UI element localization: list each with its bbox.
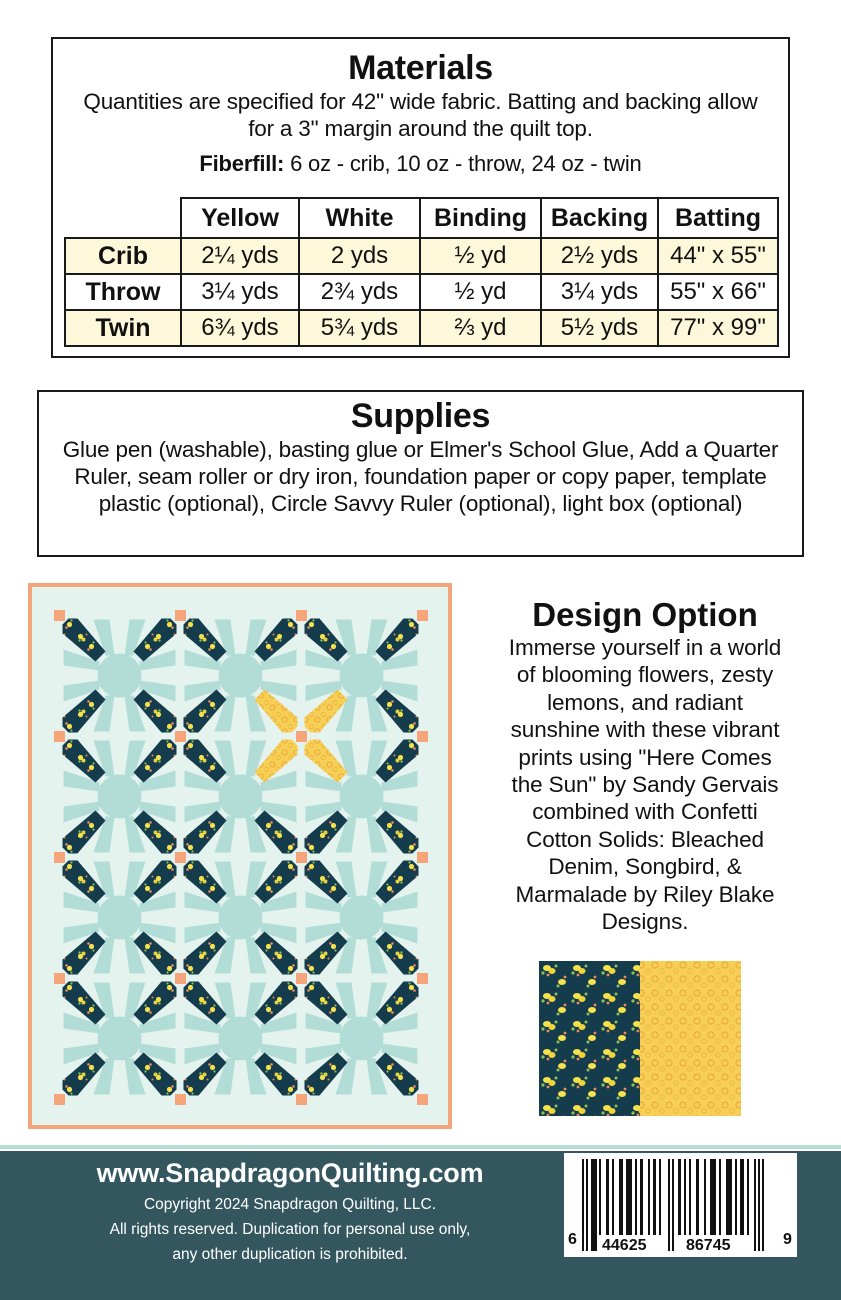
design-option-line: prints using "Here Comes [518, 744, 772, 770]
barcode-group-1: 44625 [602, 1237, 647, 1254]
table-row [65, 310, 778, 346]
table-cell: 2½ yds [541, 238, 658, 274]
barcode-bars-icon [564, 1153, 797, 1257]
table-cell: 6¾ yds [181, 310, 299, 346]
fiberfill-label: Fiberfill: [199, 151, 285, 176]
table-row [65, 274, 778, 310]
materials-title: Materials [348, 49, 493, 87]
design-option-line: of blooming flowers, zesty [516, 662, 774, 688]
quilt-design-illustration [28, 583, 452, 1129]
table-header-row [65, 198, 778, 238]
design-option-line: sunshine with these vibrant [510, 717, 780, 743]
fabric-swatches [539, 961, 741, 1116]
table-cell: 3¼ yds [181, 274, 299, 310]
supplies-title: Supplies [350, 397, 491, 435]
column-header: White [299, 198, 420, 238]
design-option-line: the Sun" by Sandy Gervais [511, 772, 779, 798]
table-cell: 77" x 99" [658, 310, 778, 346]
fiberfill-text: 6 oz - crib, 10 oz - throw, 24 oz - twin [284, 151, 642, 176]
row-label: Twin [65, 310, 181, 346]
design-option-line: Designs. [601, 909, 689, 935]
materials-section [51, 37, 790, 358]
table-cell: 2¼ yds [181, 238, 299, 274]
table-cell: ½ yd [420, 274, 541, 310]
footer-text-block [40, 1154, 540, 1267]
design-option-line: Marmalade by Riley Blake [515, 881, 775, 907]
table-cell: 5¾ yds [299, 310, 420, 346]
footer-stripe-divider [0, 1145, 841, 1149]
column-header: Yellow [181, 198, 299, 238]
table-cell: 2 yds [299, 238, 420, 274]
barcode-check-digit: 9 [783, 1231, 792, 1248]
column-header: Binding [420, 198, 541, 238]
swatch-navy-lemon [539, 961, 640, 1116]
table-cell: ½ yd [420, 238, 541, 274]
supplies-text: Glue pen (washable), basting glue or Elmer's School Glue, Add a Quarter Ruler, seam roller or dry iron, foundation paper or copy paper, template plastic (optional), Circle Savvy Ruler (optional), light box (optional) [62, 437, 779, 516]
rights-text: All rights reserved. Duplication for personal use only, [109, 1221, 471, 1238]
column-header: Batting [658, 198, 778, 238]
design-option-line: lemons, and radiant [547, 689, 743, 715]
row-label: Crib [65, 238, 181, 274]
design-option-line: Cotton Solids: Bleached [526, 826, 764, 852]
upc-barcode [564, 1153, 797, 1257]
barcode-group-2: 86745 [686, 1237, 731, 1254]
design-option-line: Denim, Songbird, & [548, 854, 742, 880]
table-cell: ⅔ yd [420, 310, 541, 346]
table-cell: 3¼ yds [541, 274, 658, 310]
barcode-lead-digit: 6 [568, 1231, 577, 1248]
table-corner-blank [65, 198, 181, 238]
table-row [65, 238, 778, 274]
fiberfill-line [53, 151, 788, 177]
design-option-line: Immerse yourself in a world [508, 635, 782, 660]
row-label: Throw [65, 274, 181, 310]
website-link[interactable]: www.SnapdragonQuilting.com [96, 1158, 484, 1188]
table-cell: 2¾ yds [299, 274, 420, 310]
table-cell: 55" x 66" [658, 274, 778, 310]
design-option-title: Design Option [532, 596, 758, 633]
materials-table [64, 197, 779, 347]
copyright-text: Copyright 2024 Snapdragon Quilting, LLC. [143, 1196, 437, 1213]
rights-text: any other duplication is prohibited. [172, 1246, 408, 1263]
footer-band [0, 1151, 841, 1300]
materials-intro: Quantities are specified for 42" wide fabric. Batting and backing allow for a 3" margin around the quilt top. [83, 89, 758, 141]
table-cell: 5½ yds [541, 310, 658, 346]
column-header: Backing [541, 198, 658, 238]
table-cell: 44" x 55" [658, 238, 778, 274]
design-option-line: combined with Confetti [532, 799, 758, 825]
design-option-section [462, 596, 828, 935]
swatch-yellow-circles [640, 961, 741, 1116]
supplies-section [37, 390, 804, 557]
